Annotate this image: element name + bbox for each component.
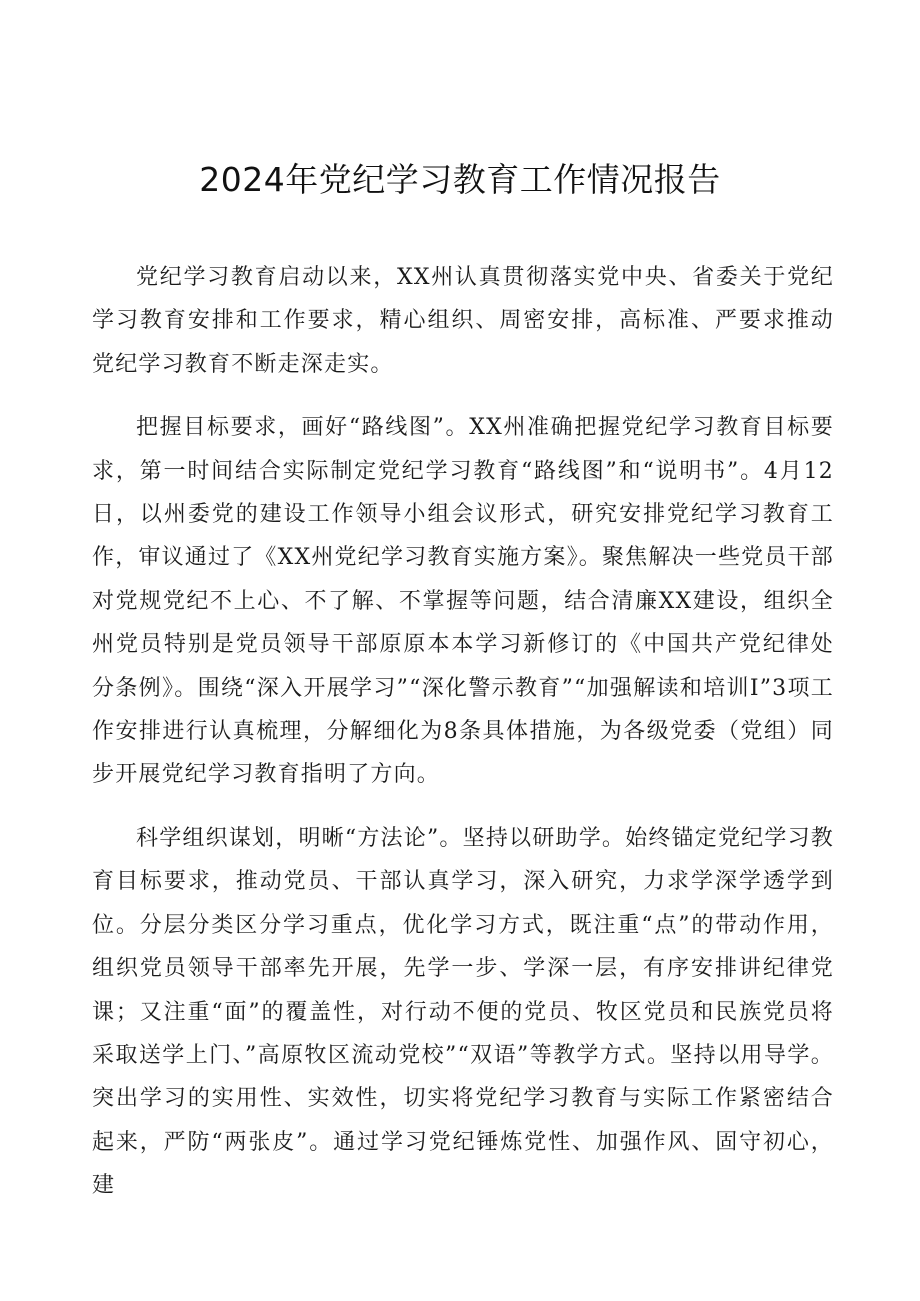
paragraph-methodology: 科学组织谋划，明晰“方法论”。坚持以研助学。始终锚定党纪学习教育目标要求，推动党员、干部认真学习，深入研究，力求学深学透学到位。分层分类区分学习重点，优化学习方式，既注重“点”的带动作用，组织党员领导干部率先开展，先学一步、学深一层，有序安排讲纪律党课；又注重“面”的覆盖性，对行动不便的党员、牧区党员和民族党员将采取送学上门、”高原牧区流动党校”“双语”等教学方式。坚持以用导学。突出学习的实用性、实效性，切实将党纪学习教育与实际工作紧密结合起来，严防“两张皮”。通过学习党纪锤炼党性、加强作风、固守初心，建 [92,825,834,1199]
document-title: 2024年党纪学习教育工作情况报告 [199,160,721,199]
document-body [92,256,834,1228]
paragraph-intro: 党纪学习教育启动以来，XX州认真贯彻落实党中央、省委关于党纪学习教育安排和工作要求，精心组织、周密安排，高标准、严要求推动党纪学习教育不断走深走实。 [92,265,834,377]
paragraph-roadmap: 把握目标要求，画好“路线图”。XX州准确把握党纪学习教育目标要求，第一时间结合实际制定党纪学习教育“路线图”和“说明书”。4月12日，以州委党的建设工作领导小组会议形式，研究安排党纪学习教育工作，审议通过了《XX州党纪学习教育实施方案》。聚焦解决一些党员干部对党规党纪不上心、不了解、不掌握等问题，结合清廉XX建设，组织全州党员特别是党员领导干部原原本本学习新修订的《中国共产党纪律处分条例》。围绕“深入开展学习”“深化警示教育”“加强解读和培训I”3项工作安排进行认真梳理，分解细化为8条具体措施，为各级党委（党组）同步开展党纪学习教育指明了方向。 [92,415,834,788]
